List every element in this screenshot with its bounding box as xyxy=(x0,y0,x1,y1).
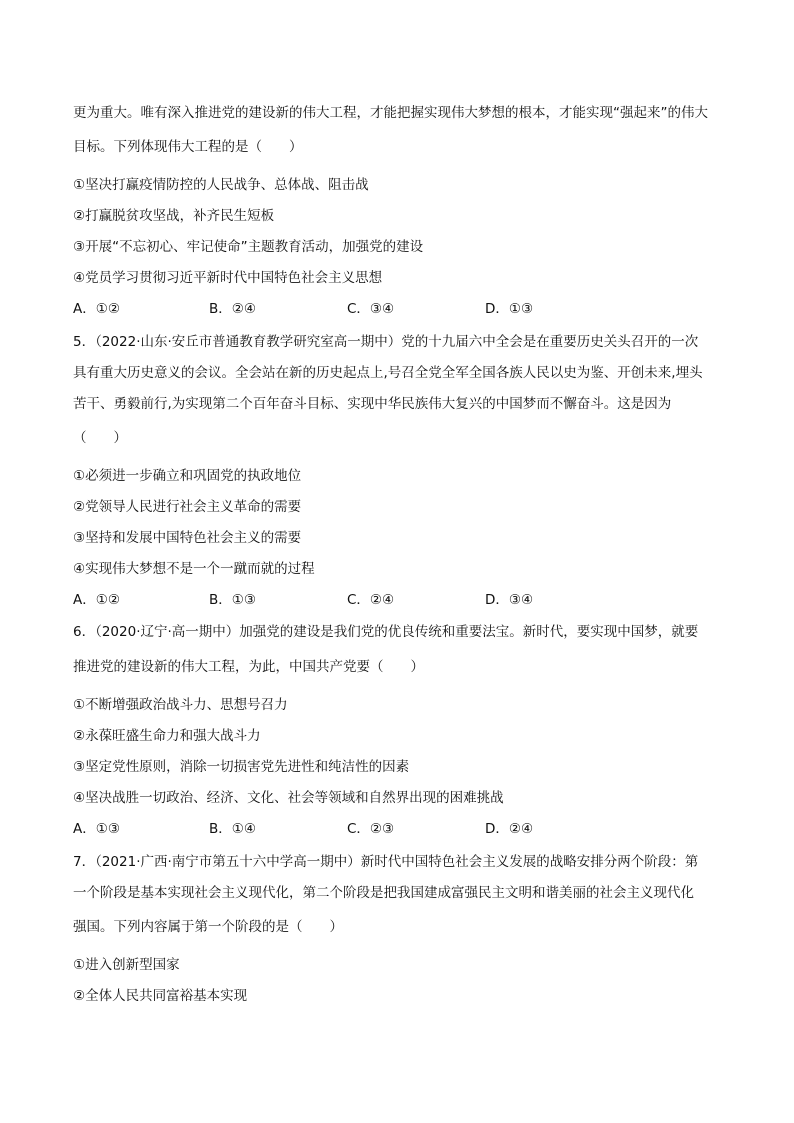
q5-option-a[interactable]: A．①② xyxy=(73,592,120,608)
q4-item-1: ①坚决打赢疫情防控的人民战争、总体战、阻击战 xyxy=(73,177,369,193)
q7-stem-line-2: 一个阶段是基本实现社会主义现代化，第二个阶段是把我国建成富强民主文明和谐美丽的社会主义现代化 xyxy=(73,885,694,901)
q4-item-4: ④党员学习贯彻习近平新时代中国特色社会主义思想 xyxy=(73,270,383,286)
q5-option-b[interactable]: B．①③ xyxy=(209,592,256,608)
q6-option-b[interactable]: B．①④ xyxy=(209,821,256,837)
q6-option-c[interactable]: C．②③ xyxy=(347,821,395,837)
q4-stem-line-1: 更为重大。唯有深入推进党的建设新的伟大工程，才能把握实现伟大梦想的根本，才能实现“强起来”的伟大 xyxy=(73,105,708,121)
q6-item-2: ②永葆旺盛生命力和强大战斗力 xyxy=(73,728,261,744)
q7-stem-line-3: 强国。下列内容属于第一个阶段的是（ ） xyxy=(73,919,343,935)
q4-option-a[interactable]: A．①② xyxy=(73,301,120,317)
q4-option-d[interactable]: D．①③ xyxy=(485,301,534,317)
q5-item-2: ②党领导人民进行社会主义革命的需要 xyxy=(73,499,302,515)
q5-stem-line-1: 5．（2022·山东·安丘市普通教育教学研究室高一期中）党的十九届六中全会是在重要历史关头召开的一次 xyxy=(73,334,699,350)
q5-option-d[interactable]: D．③④ xyxy=(485,592,534,608)
q4-item-3: ③开展“不忘初心、牢记使命”主题教育活动，加强党的建设 xyxy=(73,239,424,255)
q4-item-2: ②打赢脱贫攻坚战，补齐民生短板 xyxy=(73,208,275,224)
q4-option-c[interactable]: C．③④ xyxy=(347,301,395,317)
q5-stem-line-3: 苦干、勇毅前行,为实现第二个百年奋斗目标、实现中华民族伟大复兴的中国梦而不懈奋斗。这是因为 xyxy=(73,396,672,412)
q5-item-3: ③坚持和发展中国特色社会主义的需要 xyxy=(73,530,302,546)
q6-item-3: ③坚定党性原则，消除一切损害党先进性和纯洁性的因素 xyxy=(73,759,410,775)
q5-stem-line-2: 具有重大历史意义的会议。全会站在新的历史起点上,号召全党全军全国各族人民以史为鉴、开创未来,埋头 xyxy=(73,365,703,381)
q5-item-1: ①必须进一步确立和巩固党的执政地位 xyxy=(73,468,302,484)
q7-stem-line-1: 7．（2021·广西·南宁市第五十六中学高一期中）新时代中国特色社会主义发展的战略安排分两个阶段：第 xyxy=(73,854,699,870)
q5-item-4: ④实现伟大梦想不是一个一蹴而就的过程 xyxy=(73,561,315,577)
q4-option-b[interactable]: B．②④ xyxy=(209,301,256,317)
q6-option-a[interactable]: A．①③ xyxy=(73,821,120,837)
q6-item-1: ①不断增强政治战斗力、思想号召力 xyxy=(73,697,288,713)
q5-option-c[interactable]: C．②④ xyxy=(347,592,395,608)
q6-stem-line-1: 6．（2020·辽宁·高一期中）加强党的建设是我们党的优良传统和重要法宝。新时代，要实现中国梦，就要 xyxy=(73,624,699,640)
q5-stem-line-4: （ ） xyxy=(73,430,127,446)
q6-item-4: ④坚决战胜一切政治、经济、文化、社会等领域和自然界出现的困难挑战 xyxy=(73,790,504,806)
q4-stem-line-2: 目标。下列体现伟大工程的是（ ） xyxy=(73,139,303,155)
q6-option-d[interactable]: D．②④ xyxy=(485,821,534,837)
q7-item-2: ②全体人民共同富裕基本实现 xyxy=(73,988,248,1004)
q7-item-1: ①进入创新型国家 xyxy=(73,957,180,973)
q6-stem-line-2: 推进党的建设新的伟大工程，为此，中国共产党要（ ） xyxy=(73,659,424,675)
